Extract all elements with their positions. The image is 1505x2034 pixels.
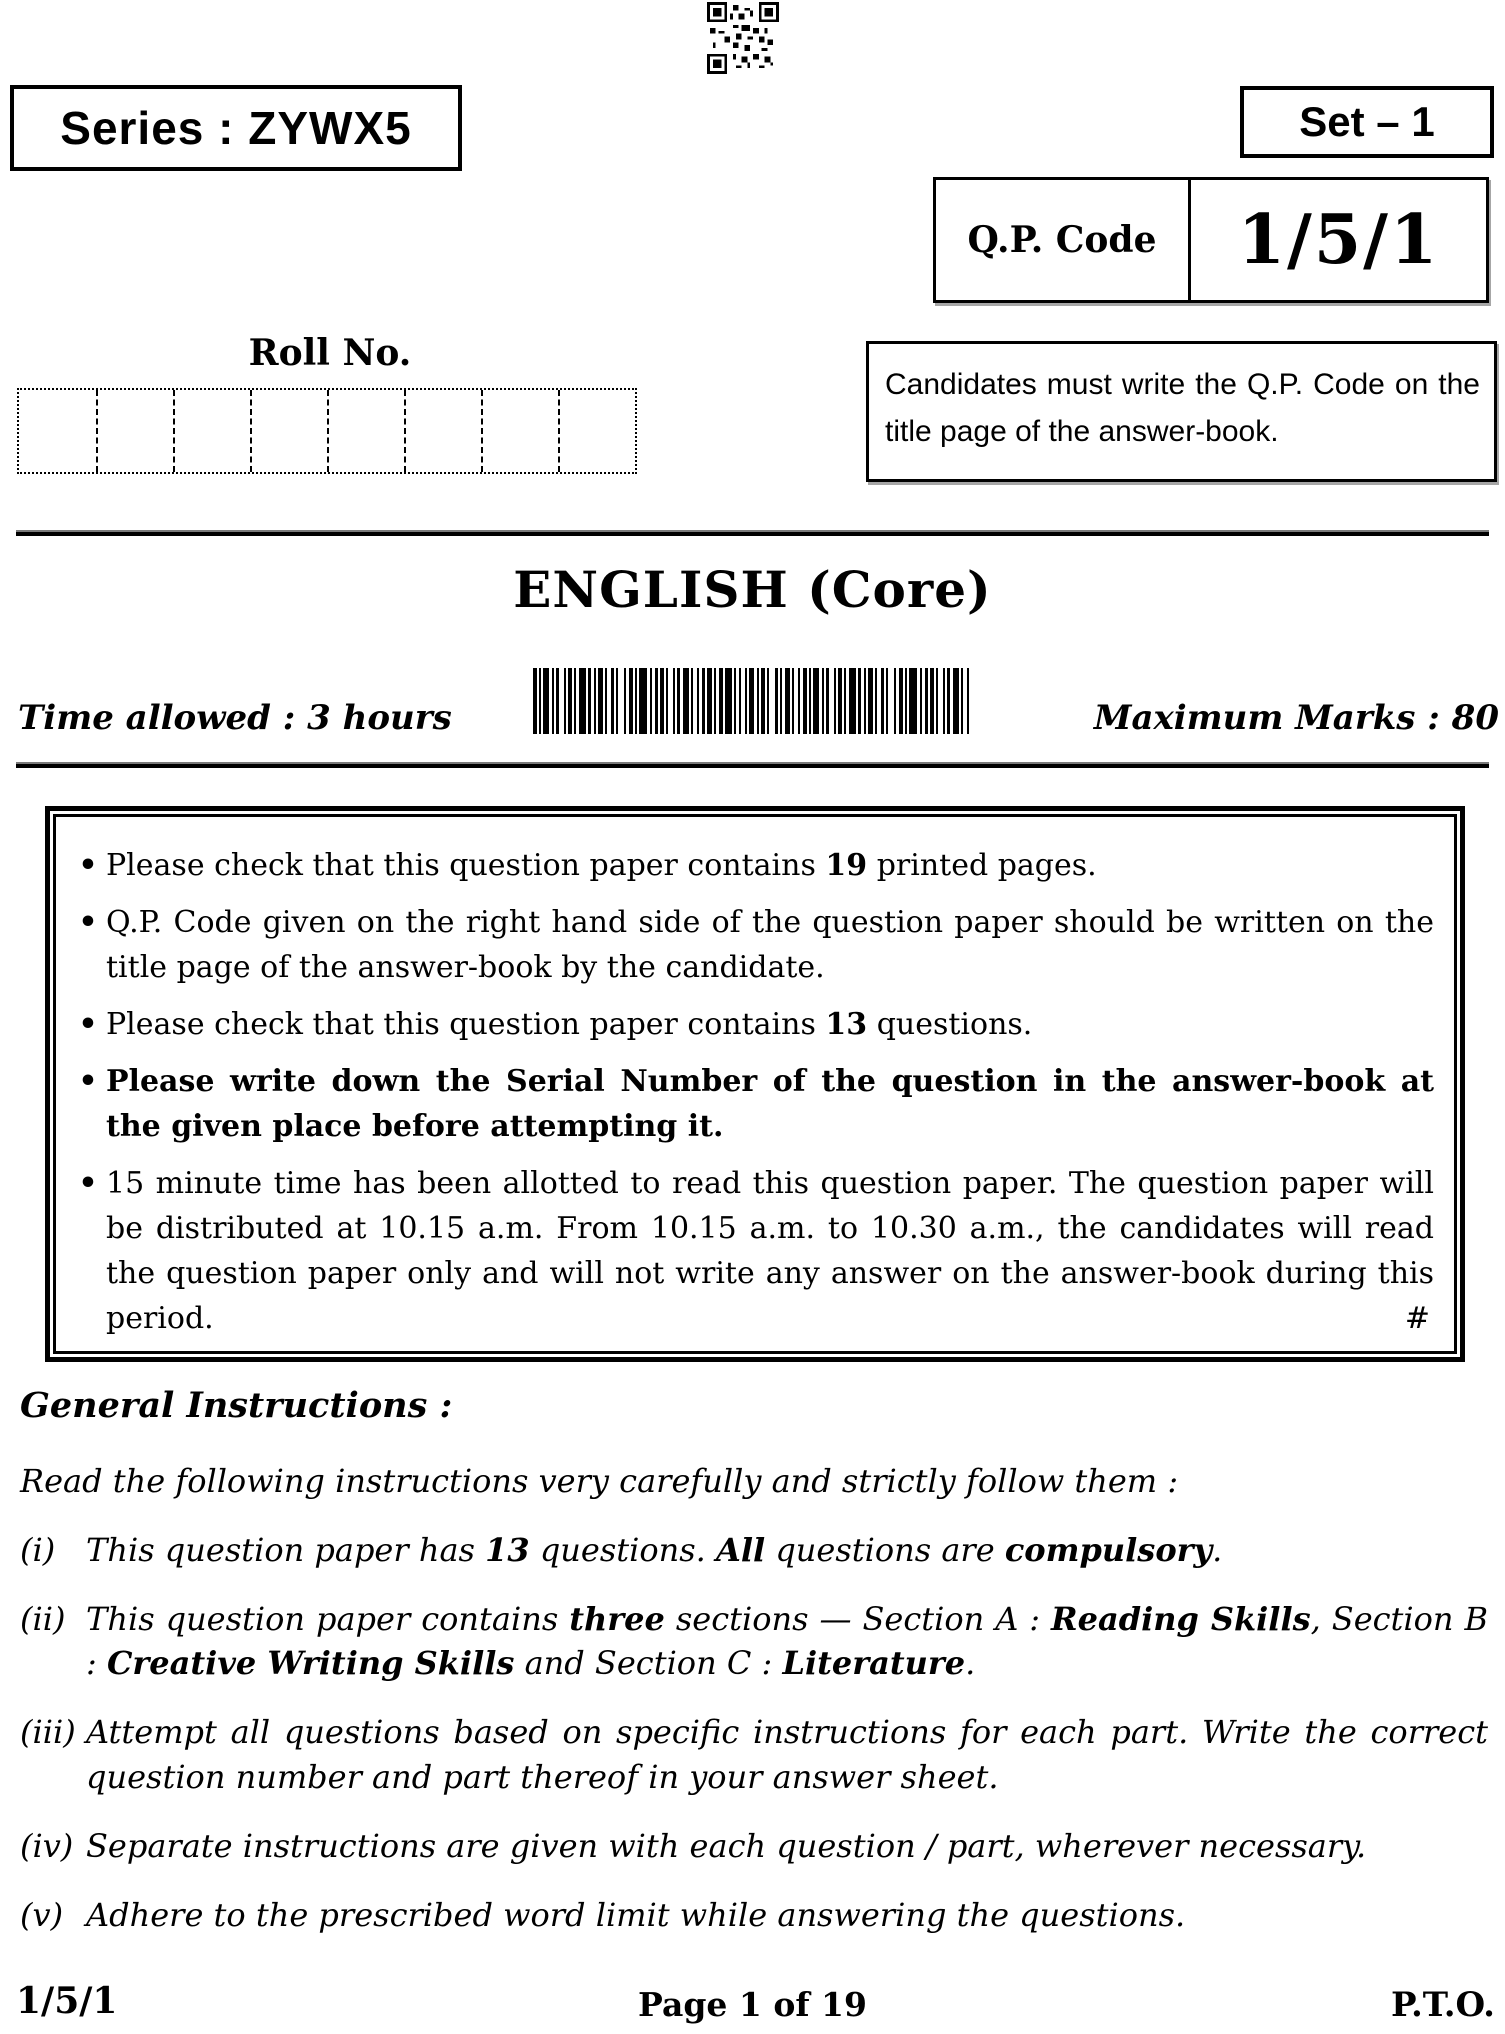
qp-code-label: Q.P. Code <box>936 180 1191 300</box>
bullet-dot: • <box>78 1166 98 1201</box>
notice-list <box>70 843 1444 1341</box>
roll-no-grid <box>17 388 637 474</box>
roll-no-cell <box>173 390 250 472</box>
notice-item <box>70 1059 1444 1149</box>
footer-qp-code: 1/5/1 <box>16 1980 118 2022</box>
qp-code-table <box>933 177 1489 303</box>
notice-item-text: 15 minute time has been allotted to read this question paper. The question paper will be distributed at 10.15 a.m. From 10.15 a.m. to 10.30 a.m., the candidates will read the question paper only and will not write any answer on the answer-book during this period. <box>106 1166 1434 1336</box>
series-label: Series : ZYWX5 <box>60 102 412 154</box>
notice-item <box>70 1002 1444 1047</box>
notice-item <box>70 900 1444 990</box>
notice-item-text: Please check that this question paper contains 13 questions. <box>106 1007 1033 1042</box>
qp-code-value: 1/5/1 <box>1237 200 1440 280</box>
bullet-dot: • <box>78 1007 98 1042</box>
time-allowed-label: Time allowed : 3 hours <box>18 698 452 738</box>
notice-box <box>45 806 1465 1362</box>
page-title: ENGLISH (Core) <box>513 560 992 619</box>
qr-code-icon <box>703 2 783 74</box>
instruction-text: This question paper has 13 questions. All questions are compulsory. <box>86 1531 1223 1569</box>
instruction-label: (i) <box>20 1531 56 1569</box>
roll-no-label: Roll No. <box>248 332 412 374</box>
roll-no-cell <box>327 390 404 472</box>
hash-mark: # <box>1404 1301 1430 1336</box>
roll-no-cell <box>250 390 327 472</box>
instruction-label: (iv) <box>20 1826 74 1865</box>
instruction-text: Attempt all questions based on specific instructions for each part. Write the correct question number and part thereof in your answer sheet. <box>86 1713 1488 1796</box>
instruction-item <box>20 1824 1492 1868</box>
instruction-text: Adhere to the prescribed word limit while answering the questions. <box>86 1895 1186 1934</box>
notice-item-text: Please write down the Serial Number of the question in the answer-book at the given place before attempting it. <box>106 1064 1434 1144</box>
instruction-item <box>20 1528 1492 1572</box>
horizontal-rule-mid <box>16 762 1489 768</box>
set-label: Set – 1 <box>1299 98 1435 145</box>
instruction-label: (iii) <box>20 1713 76 1752</box>
roll-no-cell <box>481 390 558 472</box>
roll-no-cell <box>404 390 481 472</box>
bullet-dot: • <box>78 1064 98 1099</box>
bullet-dot: • <box>78 848 98 883</box>
instruction-label: (ii) <box>20 1600 66 1639</box>
maximum-marks-label: Maximum Marks : 80 <box>1093 698 1499 738</box>
barcode <box>533 668 969 734</box>
horizontal-rule-top <box>16 530 1489 536</box>
general-instructions-list <box>20 1528 1492 1962</box>
candidates-note-box <box>866 341 1497 482</box>
general-instructions-heading: General Instructions : <box>20 1385 453 1426</box>
general-instructions-intro: Read the following instructions very carefully and strictly follow them : <box>20 1462 1179 1500</box>
notice-box-inner <box>53 814 1457 1354</box>
instruction-item <box>20 1710 1492 1798</box>
instruction-item <box>20 1893 1492 1937</box>
instruction-text: Separate instructions are given with each question / part, wherever necessary. <box>86 1826 1367 1865</box>
bullet-dot: • <box>78 905 98 940</box>
series-box <box>10 85 462 171</box>
roll-no-cell <box>96 390 173 472</box>
instruction-text: This question paper contains three sections — Section A : Reading Skills, Section B : Creative Writing Skills and Section C : Literature. <box>86 1600 1489 1683</box>
notice-item-text: Q.P. Code given on the right hand side of the question paper should be written on the title page of the answer-book by the candidate. <box>106 905 1434 985</box>
footer-page-number: Page 1 of 19 <box>638 1985 867 2024</box>
roll-no-cell <box>19 390 96 472</box>
instruction-item <box>20 1597 1492 1685</box>
notice-item <box>70 843 1444 888</box>
candidates-note-text: Candidates must write the Q.P. Code on the title page of the answer-book. <box>885 368 1480 448</box>
footer-pto: P.T.O. <box>1391 1985 1495 2025</box>
notice-item <box>70 1161 1444 1341</box>
roll-no-cell <box>558 390 635 472</box>
notice-item-text: Please check that this question paper contains 19 printed pages. <box>106 848 1097 883</box>
set-box <box>1240 86 1494 158</box>
instruction-label: (v) <box>20 1895 64 1934</box>
